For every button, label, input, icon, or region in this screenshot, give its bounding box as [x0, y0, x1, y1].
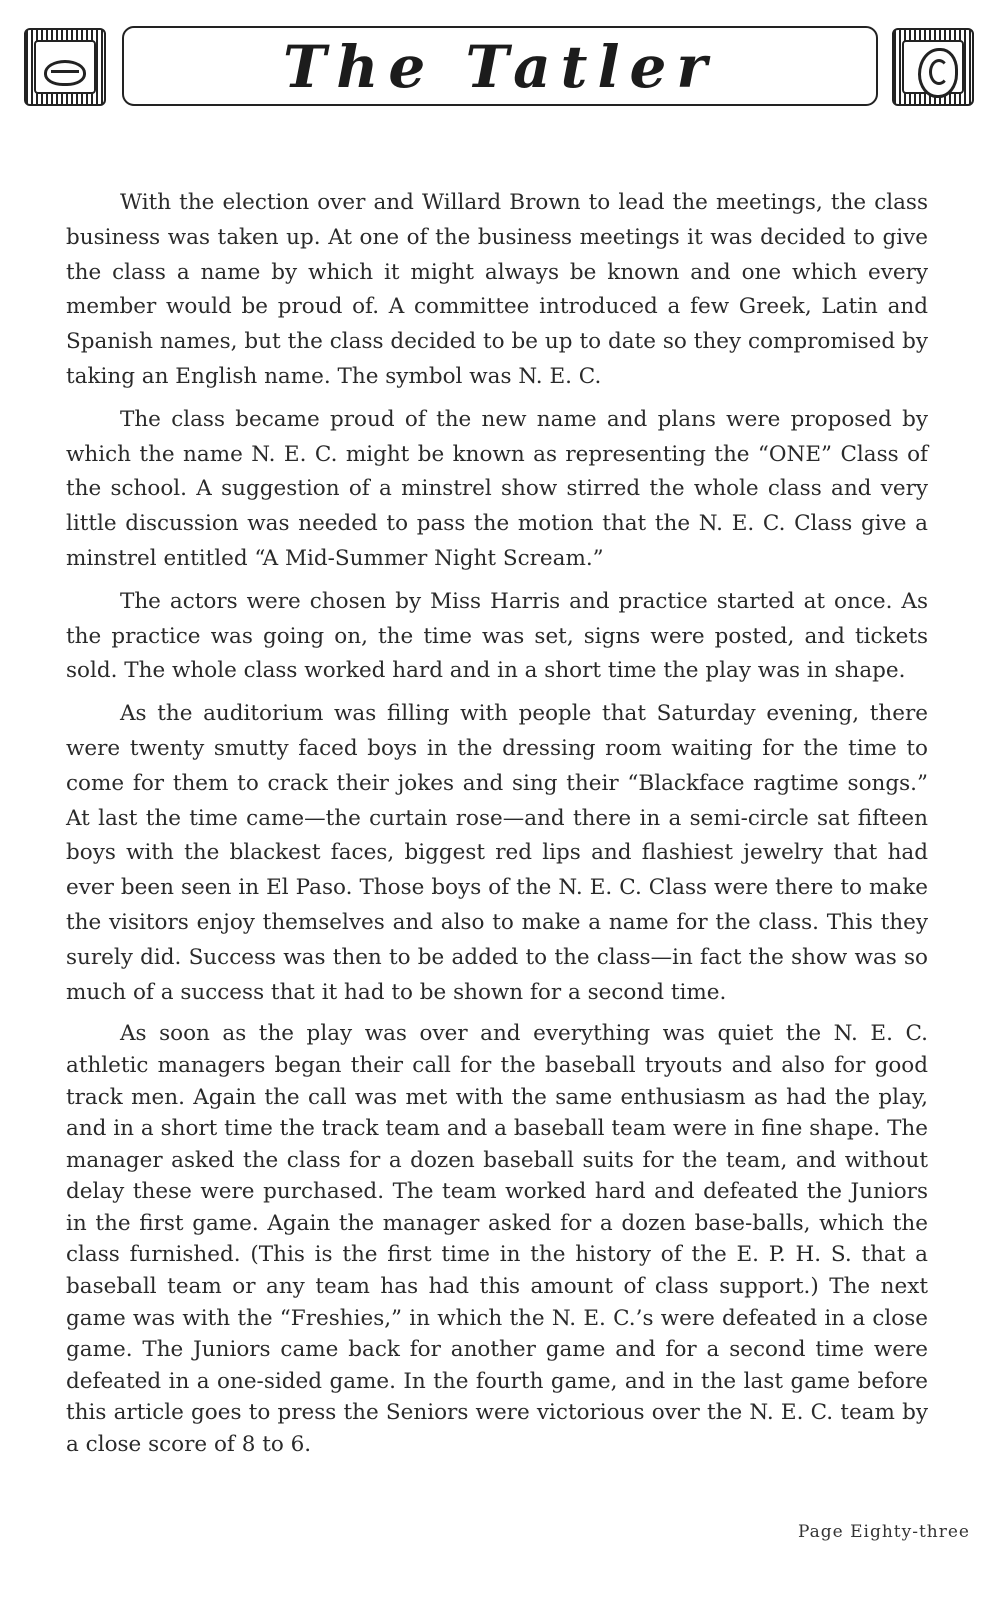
- article-body: [66, 186, 928, 1469]
- ear-ornament: [892, 28, 974, 106]
- paragraph: As the auditorium was filling with people that Saturday evening, there were twenty smutty faced boys in the dressing room waiting for the time to come for them to crack their jokes and sing their “Blackface ragtime songs.” At last the time came—the curtain rose—and there in a semi-circle sat fifteen boys with the blackest faces, biggest red lips and flashiest jewelry that had ever been seen in El Paso. Those boys of the N. E. C. Class were there to make the visitors enjoy themselves and also to make a name for the class. This they surely did. Success was then to be added to the class—in fact the show was so much of a success that it had to be shown for a second time.: [66, 701, 928, 1005]
- paragraph: The class became proud of the new name and plans were proposed by which the name N. E. C. might be known as representing the “ONE” Class of the school. A suggestion of a minstrel show stirred the whole class and very little discussion was needed to pass the motion that the N. E. C. Class give a minstrel entitled “A Mid-Summer Night Scream.”: [66, 406, 928, 571]
- ear-icon: [902, 40, 964, 94]
- lips-ornament: [24, 28, 106, 106]
- lips-icon: [34, 40, 96, 94]
- publication-title: The Tatler: [283, 33, 717, 101]
- paragraph: With the election over and Willard Brown to lead the meetings, the class business was taken up. At one of the business meetings it was decided to give the class a name by which it might always be known and one which every member would be proud of. A committee introduced a few Greek, Latin and Spanish names, but the class decided to be up to date so they compromised by taking an English name. The symbol was N. E. C.: [66, 190, 928, 389]
- page-header: [24, 26, 974, 110]
- title-banner: [122, 26, 878, 106]
- paragraph: The actors were chosen by Miss Harris and practice started at once. As the practice was going on, the time was set, signs were posted, and tickets sold. The whole class worked hard and in a short time the play was in shape.: [66, 588, 928, 684]
- paragraph: As soon as the play was over and everything was quiet the N. E. C. athletic managers began their call for the baseball tryouts and also for good track men. Again the call was met with the same enthusiasm as had the play, and in a short time the track team and a baseball team were in fine shape. The manager asked the class for a dozen baseball suits for the team, and without delay these were purchased. The team worked hard and defeated the Juniors in the first game. Again the manager asked for a dozen base-balls, which the class furnished. (This is the first time in the history of the E. P. H. S. that a baseball team or any team has had this amount of class support.) The next game was with the “Freshies,” in which the N. E. C.’s were defeated in a close game. The Juniors came back for another game and for a second time were defeated in a one-sided game. In the fourth game, and in the last game before this article goes to press the Seniors were victorious over the N. E. C. team by a close score of 8 to 6.: [66, 1021, 928, 1458]
- page-number: Page Eighty-three: [797, 1522, 970, 1542]
